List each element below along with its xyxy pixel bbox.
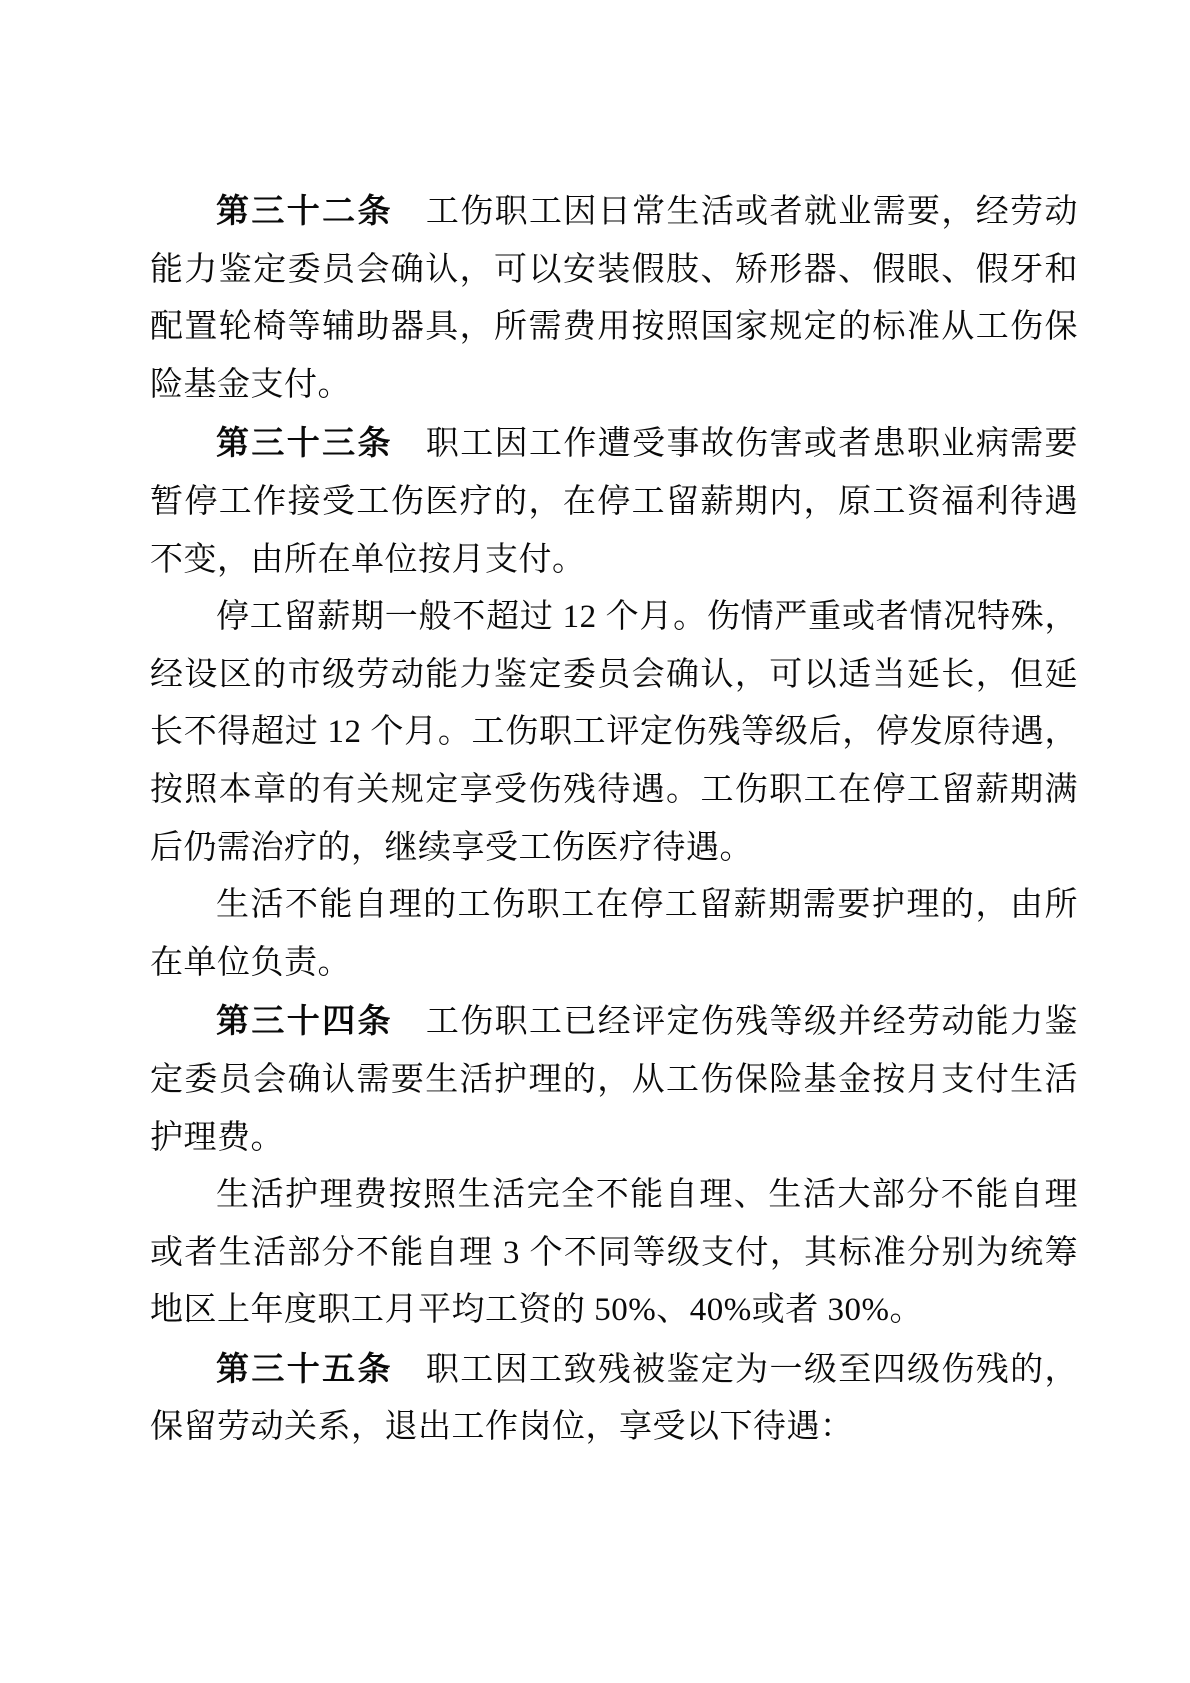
paragraph — [150, 992, 1078, 1167]
paragraph-text: 职工因工作遭受事故伤害或者患职业病需要暂停工作接受工伤医疗的，在停工留薪期内，原工资福利待遇不变，由所在单位按月支付。 — [150, 426, 1079, 578]
paragraph — [150, 589, 1078, 877]
article-number: 第三十四条 — [216, 1002, 393, 1040]
paragraph-text: 生活不能自理的工伤职工在停工留薪期需要护理的，由所在单位负责。 — [150, 887, 1078, 981]
paragraph — [150, 877, 1078, 992]
paragraph — [150, 414, 1078, 589]
paragraph-text: 生活护理费按照生活完全不能自理、生活大部分不能自理或者生活部分不能自理 3 个不同等级支付，其标准分别为统筹地区上年度职工月平均工资的 50%、40%或者 30%。 — [150, 1177, 1078, 1329]
paragraph-text: 停工留薪期一般不超过 12 个月。伤情严重或者情况特殊，经设区的市级劳动能力鉴定委员会确认，可以适当延长，但延长不得超过 12 个月。工伤职工评定伤残等级后，停发原待遇，按照本章的有关规定享受伤残待遇。工伤职工在停工留薪期满后仍需治疗的，继续享受工伤医疗待遇。 — [150, 599, 1078, 866]
article-number: 第三十二条 — [216, 192, 393, 229]
paragraph — [150, 1167, 1078, 1340]
paragraph-text: 职工因工致残被鉴定为一级至四级伤残的，保留劳动关系，退出工作岗位，享受以下待遇： — [150, 1351, 1079, 1446]
article-number: 第三十五条 — [216, 1349, 393, 1387]
article-number: 第三十三条 — [216, 424, 393, 462]
text-block — [150, 182, 1078, 1457]
paragraph-text: 工伤职工已经评定伤残等级并经劳动能力鉴定委员会确认需要生活护理的，从工伤保险基金按月支付生活护理费。 — [150, 1004, 1079, 1156]
paragraph — [150, 1340, 1078, 1457]
paragraph-text: 工伤职工因日常生活或者就业需要，经劳动能力鉴定委员会确认，可以安装假肢、矫形器、假眼、假牙和配置轮椅等辅助器具，所需费用按照国家规定的标准从工伤保险基金支付。 — [150, 194, 1079, 403]
paragraph — [150, 182, 1078, 414]
